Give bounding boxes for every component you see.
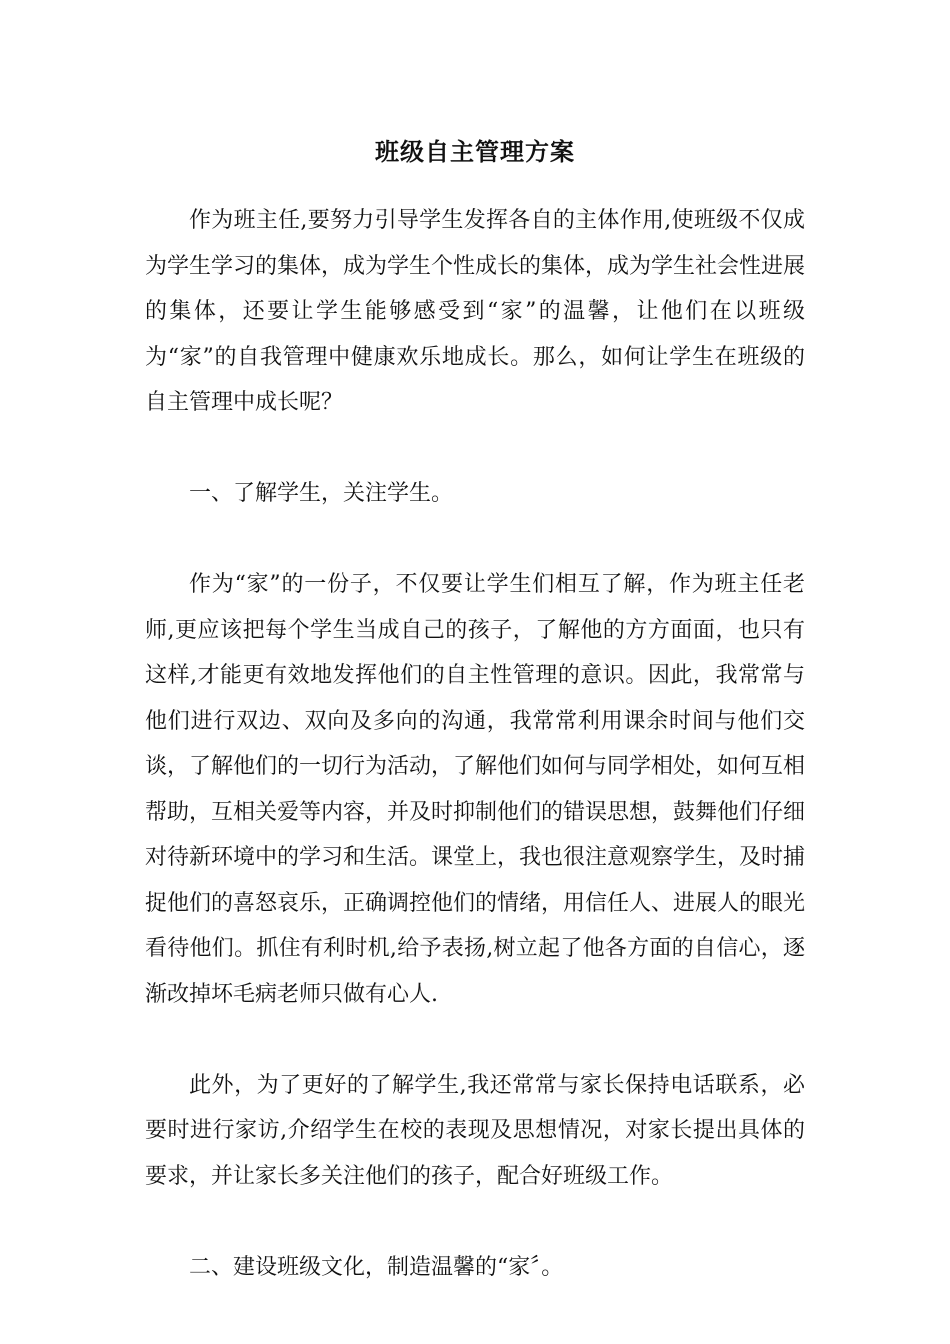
paragraph-intro: 作为班主任,要努力引导学生发挥各自的主体作用,使班级不仅成为学生学习的集体，成为学生个性成长的集体，成为学生社会性进展的集体，还要让学生能够感受到“家”的温馨，让他们在以班级为“家”的自我管理中健康欢乐地成长。那么，如何让学生在班级的自主管理中成长呢？ — [145, 208, 806, 415]
document-title: 班级自主管理方案 — [375, 137, 575, 166]
paragraph-gap — [145, 1199, 805, 1245]
section-heading-2: 二、建设班级文化，制造温馨的“家〞。 — [189, 1254, 564, 1280]
paragraph-gap — [145, 1017, 805, 1063]
section-heading-1: 一、了解学生，关注学生。 — [189, 481, 454, 506]
paragraph-understand-students: 作为“家”的一份子，不仅要让学生们相互了解，作为班主任老师,更应该把每个学生当成自己的孩子，了解他的方方面面，也只有这样,才能更有效地发挥他们的自主性管理的意识。因此，我常常与他们进行双边、双向及多向的沟通，我常常利用课余时间与他们交谈，了解他们的一切行为活动，了解他们如何与同学相处，如何互相帮助，互相关爱等内容，并及时抑制他们的错误思想，鼓舞他们仔细对待新环境中的学习和生活。课堂上，我也很注意观察学生，及时捕捉他们的喜怒哀乐，正确调控他们的情绪，用信任人、进展人的眼光看待他们。抓住有利时机,给予表扬,树立起了他各方面的自信心，逐渐改掉坏毛病老师只做有心人. — [145, 572, 806, 1007]
paragraph-parent-contact: 此外，为了更好的了解学生,我还常常与家长保持电话联系，必要时进行家访,介绍学生在校的表现及思想情况，对家长提出具体的要求，并让家长多关注他们的孩子，配合好班级工作。 — [145, 1072, 805, 1189]
document-body — [145, 198, 805, 1290]
paragraph-gap — [145, 426, 805, 472]
paragraph-gap — [145, 517, 805, 563]
